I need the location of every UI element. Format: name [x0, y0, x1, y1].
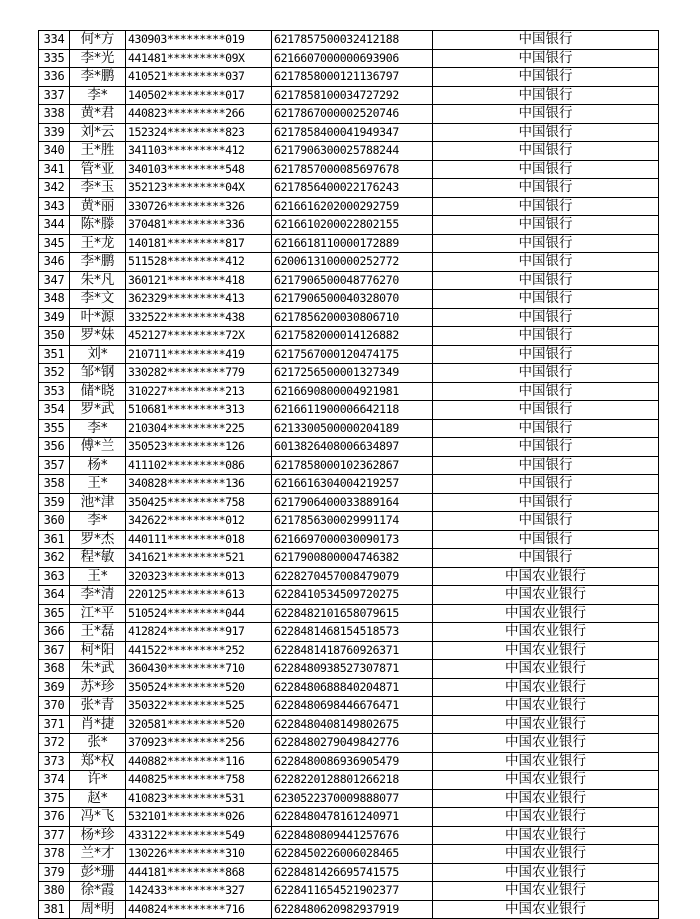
- card-number-cell: 6217582000014126882: [272, 327, 433, 346]
- row-number-cell: 377: [39, 826, 70, 845]
- row-number-cell: 339: [39, 123, 70, 142]
- table-row: [39, 456, 659, 475]
- id-number-cell: 362329*********413: [126, 290, 272, 309]
- table-row: [39, 826, 659, 845]
- bank-name-cell: 中国银行: [433, 234, 659, 253]
- name-cell: 张*青: [70, 697, 126, 716]
- card-number-cell: 6216616304004219257: [272, 475, 433, 494]
- id-number-cell: 350322*********525: [126, 697, 272, 716]
- bank-name-cell: 中国银行: [433, 512, 659, 531]
- bank-name-cell: 中国银行: [433, 179, 659, 198]
- name-cell: 李*鹏: [70, 253, 126, 272]
- row-number-cell: 378: [39, 845, 70, 864]
- card-number-cell: 6217906500048776270: [272, 271, 433, 290]
- name-cell: 何*方: [70, 31, 126, 50]
- bank-name-cell: 中国农业银行: [433, 678, 659, 697]
- row-number-cell: 358: [39, 475, 70, 494]
- bank-name-cell: 中国银行: [433, 530, 659, 549]
- table-row: [39, 68, 659, 87]
- name-cell: 储*晓: [70, 382, 126, 401]
- table-row: [39, 882, 659, 901]
- table-row: [39, 845, 659, 864]
- table-row: [39, 345, 659, 364]
- name-cell: 兰*才: [70, 845, 126, 864]
- row-number-cell: 353: [39, 382, 70, 401]
- row-number-cell: 357: [39, 456, 70, 475]
- card-number-cell: 6228481418760926371: [272, 641, 433, 660]
- row-number-cell: 366: [39, 623, 70, 642]
- name-cell: 黄*君: [70, 105, 126, 124]
- card-number-cell: 6216611900006642118: [272, 401, 433, 420]
- name-cell: 江*平: [70, 604, 126, 623]
- card-number-cell: 6013826408006634897: [272, 438, 433, 457]
- bank-name-cell: 中国农业银行: [433, 808, 659, 827]
- card-number-cell: 6216607000000693906: [272, 49, 433, 68]
- bank-name-cell: 中国农业银行: [433, 604, 659, 623]
- name-cell: 刘*云: [70, 123, 126, 142]
- name-cell: 傅*兰: [70, 438, 126, 457]
- name-cell: 徐*霞: [70, 882, 126, 901]
- id-number-cell: 140502*********017: [126, 86, 272, 105]
- table-row: [39, 586, 659, 605]
- row-number-cell: 344: [39, 216, 70, 235]
- table-row: [39, 216, 659, 235]
- card-number-cell: 6216616202000292759: [272, 197, 433, 216]
- id-number-cell: 342622*********012: [126, 512, 272, 531]
- row-number-cell: 374: [39, 771, 70, 790]
- card-number-cell: 6228480478161240971: [272, 808, 433, 827]
- name-cell: 苏*珍: [70, 678, 126, 697]
- bank-name-cell: 中国银行: [433, 549, 659, 568]
- row-number-cell: 336: [39, 68, 70, 87]
- bank-name-cell: 中国农业银行: [433, 845, 659, 864]
- table-row: [39, 808, 659, 827]
- name-cell: 邹*钢: [70, 364, 126, 383]
- table-row: [39, 419, 659, 438]
- id-number-cell: 360430*********710: [126, 660, 272, 679]
- id-number-cell: 330282*********779: [126, 364, 272, 383]
- id-number-cell: 370923*********256: [126, 734, 272, 753]
- name-cell: 许*: [70, 771, 126, 790]
- row-number-cell: 361: [39, 530, 70, 549]
- name-cell: 李*玉: [70, 179, 126, 198]
- id-number-cell: 130226*********310: [126, 845, 272, 864]
- name-cell: 罗*杰: [70, 530, 126, 549]
- row-number-cell: 380: [39, 882, 70, 901]
- card-number-cell: 6228481426695741575: [272, 863, 433, 882]
- row-number-cell: 349: [39, 308, 70, 327]
- id-number-cell: 511528*********412: [126, 253, 272, 272]
- bank-name-cell: 中国农业银行: [433, 752, 659, 771]
- id-number-cell: 320581*********520: [126, 715, 272, 734]
- id-number-cell: 210304*********225: [126, 419, 272, 438]
- table-row: [39, 179, 659, 198]
- bank-name-cell: 中国银行: [433, 49, 659, 68]
- bank-name-cell: 中国农业银行: [433, 734, 659, 753]
- table-row: [39, 493, 659, 512]
- table-row: [39, 771, 659, 790]
- table-row: [39, 512, 659, 531]
- row-number-cell: 373: [39, 752, 70, 771]
- card-number-cell: 6216697000030090173: [272, 530, 433, 549]
- card-number-cell: 6228411654521902377: [272, 882, 433, 901]
- table-row: [39, 160, 659, 179]
- row-number-cell: 350: [39, 327, 70, 346]
- card-number-cell: 6228480809441257676: [272, 826, 433, 845]
- table-body: [39, 31, 659, 919]
- row-number-cell: 367: [39, 641, 70, 660]
- id-number-cell: 510524*********044: [126, 604, 272, 623]
- row-number-cell: 381: [39, 900, 70, 919]
- id-number-cell: 410823*********531: [126, 789, 272, 808]
- bank-name-cell: 中国银行: [433, 123, 659, 142]
- id-number-cell: 370481*********336: [126, 216, 272, 235]
- bank-name-cell: 中国银行: [433, 401, 659, 420]
- row-number-cell: 354: [39, 401, 70, 420]
- card-number-cell: 6217857500032412188: [272, 31, 433, 50]
- id-number-cell: 340103*********548: [126, 160, 272, 179]
- bank-name-cell: 中国银行: [433, 475, 659, 494]
- row-number-cell: 359: [39, 493, 70, 512]
- table-row: [39, 234, 659, 253]
- id-number-cell: 532101*********026: [126, 808, 272, 827]
- id-number-cell: 341103*********412: [126, 142, 272, 161]
- id-number-cell: 350524*********520: [126, 678, 272, 697]
- card-number-cell: 6213300500000204189: [272, 419, 433, 438]
- table-row: [39, 382, 659, 401]
- id-number-cell: 440882*********116: [126, 752, 272, 771]
- table-row: [39, 789, 659, 808]
- table-row: [39, 623, 659, 642]
- bank-name-cell: 中国农业银行: [433, 586, 659, 605]
- bank-name-cell: 中国农业银行: [433, 771, 659, 790]
- card-number-cell: 6230522370009888077: [272, 789, 433, 808]
- bank-name-cell: 中国农业银行: [433, 789, 659, 808]
- card-number-cell: 6228480620982937919: [272, 900, 433, 919]
- recipient-table-sheet: [38, 30, 658, 919]
- id-number-cell: 441522*********252: [126, 641, 272, 660]
- card-number-cell: 6217858400041949347: [272, 123, 433, 142]
- name-cell: 李*清: [70, 586, 126, 605]
- id-number-cell: 140181*********817: [126, 234, 272, 253]
- row-number-cell: 360: [39, 512, 70, 531]
- card-number-cell: 6200613100000252772: [272, 253, 433, 272]
- bank-name-cell: 中国银行: [433, 364, 659, 383]
- bank-name-cell: 中国银行: [433, 86, 659, 105]
- id-number-cell: 340828*********136: [126, 475, 272, 494]
- bank-name-cell: 中国银行: [433, 345, 659, 364]
- card-number-cell: 6228410534509720275: [272, 586, 433, 605]
- card-number-cell: 6216690800004921981: [272, 382, 433, 401]
- row-number-cell: 345: [39, 234, 70, 253]
- id-number-cell: 440823*********266: [126, 105, 272, 124]
- table-row: [39, 641, 659, 660]
- row-number-cell: 346: [39, 253, 70, 272]
- name-cell: 黄*丽: [70, 197, 126, 216]
- name-cell: 叶*源: [70, 308, 126, 327]
- table-row: [39, 604, 659, 623]
- card-number-cell: 6228480698446676471: [272, 697, 433, 716]
- name-cell: 王*龙: [70, 234, 126, 253]
- bank-name-cell: 中国银行: [433, 419, 659, 438]
- id-number-cell: 411102*********086: [126, 456, 272, 475]
- table-row: [39, 438, 659, 457]
- table-row: [39, 271, 659, 290]
- name-cell: 李*光: [70, 49, 126, 68]
- row-number-cell: 348: [39, 290, 70, 309]
- id-number-cell: 410521*********037: [126, 68, 272, 87]
- table-row: [39, 364, 659, 383]
- table-row: [39, 327, 659, 346]
- id-number-cell: 210711*********419: [126, 345, 272, 364]
- bank-name-cell: 中国银行: [433, 290, 659, 309]
- table-row: [39, 253, 659, 272]
- row-number-cell: 342: [39, 179, 70, 198]
- name-cell: 罗*武: [70, 401, 126, 420]
- bank-name-cell: 中国银行: [433, 271, 659, 290]
- row-number-cell: 362: [39, 549, 70, 568]
- table-row: [39, 31, 659, 50]
- id-number-cell: 440825*********758: [126, 771, 272, 790]
- bank-name-cell: 中国农业银行: [433, 660, 659, 679]
- card-number-cell: 6228480408149802675: [272, 715, 433, 734]
- card-number-cell: 6217906300025788244: [272, 142, 433, 161]
- id-number-cell: 430903*********019: [126, 31, 272, 50]
- name-cell: 朱*武: [70, 660, 126, 679]
- card-number-cell: 6217858100034727292: [272, 86, 433, 105]
- name-cell: 王*: [70, 567, 126, 586]
- card-number-cell: 6228450226006028465: [272, 845, 433, 864]
- card-number-cell: 6228480279049842776: [272, 734, 433, 753]
- row-number-cell: 338: [39, 105, 70, 124]
- bank-name-cell: 中国农业银行: [433, 900, 659, 919]
- name-cell: 杨*珍: [70, 826, 126, 845]
- name-cell: 李*: [70, 512, 126, 531]
- row-number-cell: 356: [39, 438, 70, 457]
- table-row: [39, 530, 659, 549]
- name-cell: 陈*滕: [70, 216, 126, 235]
- name-cell: 李*: [70, 419, 126, 438]
- name-cell: 杨*: [70, 456, 126, 475]
- bank-name-cell: 中国农业银行: [433, 623, 659, 642]
- id-number-cell: 341621*********521: [126, 549, 272, 568]
- name-cell: 王*磊: [70, 623, 126, 642]
- table-row: [39, 142, 659, 161]
- row-number-cell: 364: [39, 586, 70, 605]
- table-row: [39, 863, 659, 882]
- card-number-cell: 6228480086936905479: [272, 752, 433, 771]
- id-number-cell: 352123*********04X: [126, 179, 272, 198]
- row-number-cell: 379: [39, 863, 70, 882]
- name-cell: 彭*珊: [70, 863, 126, 882]
- table-row: [39, 734, 659, 753]
- name-cell: 郑*权: [70, 752, 126, 771]
- row-number-cell: 372: [39, 734, 70, 753]
- bank-name-cell: 中国农业银行: [433, 641, 659, 660]
- table-row: [39, 123, 659, 142]
- name-cell: 柯*阳: [70, 641, 126, 660]
- id-number-cell: 441481*********09X: [126, 49, 272, 68]
- row-number-cell: 351: [39, 345, 70, 364]
- table-row: [39, 752, 659, 771]
- card-number-cell: 6216610200022802155: [272, 216, 433, 235]
- name-cell: 朱*凡: [70, 271, 126, 290]
- name-cell: 李*文: [70, 290, 126, 309]
- card-number-cell: 6228270457008479079: [272, 567, 433, 586]
- name-cell: 程*敏: [70, 549, 126, 568]
- table-row: [39, 697, 659, 716]
- bank-name-cell: 中国农业银行: [433, 715, 659, 734]
- name-cell: 周*明: [70, 900, 126, 919]
- name-cell: 池*津: [70, 493, 126, 512]
- id-number-cell: 332522*********438: [126, 308, 272, 327]
- card-number-cell: 6217856300029991174: [272, 512, 433, 531]
- row-number-cell: 371: [39, 715, 70, 734]
- id-number-cell: 350523*********126: [126, 438, 272, 457]
- table-row: [39, 678, 659, 697]
- id-number-cell: 452127*********72X: [126, 327, 272, 346]
- card-number-cell: 6228480688840204871: [272, 678, 433, 697]
- table-row: [39, 290, 659, 309]
- row-number-cell: 341: [39, 160, 70, 179]
- row-number-cell: 370: [39, 697, 70, 716]
- bank-name-cell: 中国银行: [433, 308, 659, 327]
- table-row: [39, 308, 659, 327]
- row-number-cell: 376: [39, 808, 70, 827]
- bank-name-cell: 中国农业银行: [433, 882, 659, 901]
- bank-name-cell: 中国农业银行: [433, 826, 659, 845]
- card-number-cell: 6217857000085697678: [272, 160, 433, 179]
- table-row: [39, 49, 659, 68]
- recipient-table: [38, 30, 659, 919]
- table-row: [39, 660, 659, 679]
- row-number-cell: 369: [39, 678, 70, 697]
- id-number-cell: 142433*********327: [126, 882, 272, 901]
- row-number-cell: 352: [39, 364, 70, 383]
- card-number-cell: 6217256500001327349: [272, 364, 433, 383]
- card-number-cell: 6217858000102362867: [272, 456, 433, 475]
- card-number-cell: 6217906500040328070: [272, 290, 433, 309]
- bank-name-cell: 中国农业银行: [433, 567, 659, 586]
- name-cell: 肖*捷: [70, 715, 126, 734]
- bank-name-cell: 中国银行: [433, 493, 659, 512]
- name-cell: 罗*妹: [70, 327, 126, 346]
- bank-name-cell: 中国银行: [433, 438, 659, 457]
- card-number-cell: 6217906400033889164: [272, 493, 433, 512]
- table-row: [39, 900, 659, 919]
- name-cell: 张*: [70, 734, 126, 753]
- row-number-cell: 375: [39, 789, 70, 808]
- row-number-cell: 368: [39, 660, 70, 679]
- bank-name-cell: 中国银行: [433, 456, 659, 475]
- bank-name-cell: 中国银行: [433, 105, 659, 124]
- name-cell: 王*: [70, 475, 126, 494]
- bank-name-cell: 中国银行: [433, 31, 659, 50]
- table-row: [39, 86, 659, 105]
- id-number-cell: 440824*********716: [126, 900, 272, 919]
- card-number-cell: 6217856200030806710: [272, 308, 433, 327]
- card-number-cell: 6217858000121136797: [272, 68, 433, 87]
- bank-name-cell: 中国农业银行: [433, 697, 659, 716]
- table-row: [39, 197, 659, 216]
- row-number-cell: 347: [39, 271, 70, 290]
- name-cell: 王*胜: [70, 142, 126, 161]
- bank-name-cell: 中国银行: [433, 160, 659, 179]
- card-number-cell: 6217867000002520746: [272, 105, 433, 124]
- bank-name-cell: 中国银行: [433, 382, 659, 401]
- card-number-cell: 6228481468154518573: [272, 623, 433, 642]
- table-row: [39, 105, 659, 124]
- id-number-cell: 433122*********549: [126, 826, 272, 845]
- name-cell: 刘*: [70, 345, 126, 364]
- bank-name-cell: 中国银行: [433, 68, 659, 87]
- row-number-cell: 363: [39, 567, 70, 586]
- name-cell: 赵*: [70, 789, 126, 808]
- card-number-cell: 6217900800004746382: [272, 549, 433, 568]
- id-number-cell: 310227*********213: [126, 382, 272, 401]
- id-number-cell: 360121*********418: [126, 271, 272, 290]
- id-number-cell: 510681*********313: [126, 401, 272, 420]
- bank-name-cell: 中国银行: [433, 253, 659, 272]
- table-row: [39, 715, 659, 734]
- card-number-cell: 6228480938527307871: [272, 660, 433, 679]
- row-number-cell: 343: [39, 197, 70, 216]
- bank-name-cell: 中国银行: [433, 216, 659, 235]
- card-number-cell: 6216618110000172889: [272, 234, 433, 253]
- row-number-cell: 337: [39, 86, 70, 105]
- bank-name-cell: 中国银行: [433, 327, 659, 346]
- table-row: [39, 401, 659, 420]
- row-number-cell: 335: [39, 49, 70, 68]
- bank-name-cell: 中国银行: [433, 197, 659, 216]
- card-number-cell: 6228220128801266218: [272, 771, 433, 790]
- id-number-cell: 350425*********758: [126, 493, 272, 512]
- row-number-cell: 355: [39, 419, 70, 438]
- card-number-cell: 6217567000120474175: [272, 345, 433, 364]
- card-number-cell: 6228482101658079615: [272, 604, 433, 623]
- name-cell: 李*鹏: [70, 68, 126, 87]
- id-number-cell: 320323*********013: [126, 567, 272, 586]
- table-row: [39, 567, 659, 586]
- row-number-cell: 340: [39, 142, 70, 161]
- name-cell: 李*: [70, 86, 126, 105]
- name-cell: 冯*飞: [70, 808, 126, 827]
- id-number-cell: 412824*********917: [126, 623, 272, 642]
- table-row: [39, 475, 659, 494]
- row-number-cell: 365: [39, 604, 70, 623]
- bank-name-cell: 中国农业银行: [433, 863, 659, 882]
- id-number-cell: 220125*********613: [126, 586, 272, 605]
- id-number-cell: 330726*********326: [126, 197, 272, 216]
- bank-name-cell: 中国银行: [433, 142, 659, 161]
- table-row: [39, 549, 659, 568]
- card-number-cell: 6217856400022176243: [272, 179, 433, 198]
- name-cell: 管*亚: [70, 160, 126, 179]
- id-number-cell: 444181*********868: [126, 863, 272, 882]
- id-number-cell: 440111*********018: [126, 530, 272, 549]
- id-number-cell: 152324*********823: [126, 123, 272, 142]
- row-number-cell: 334: [39, 31, 70, 50]
